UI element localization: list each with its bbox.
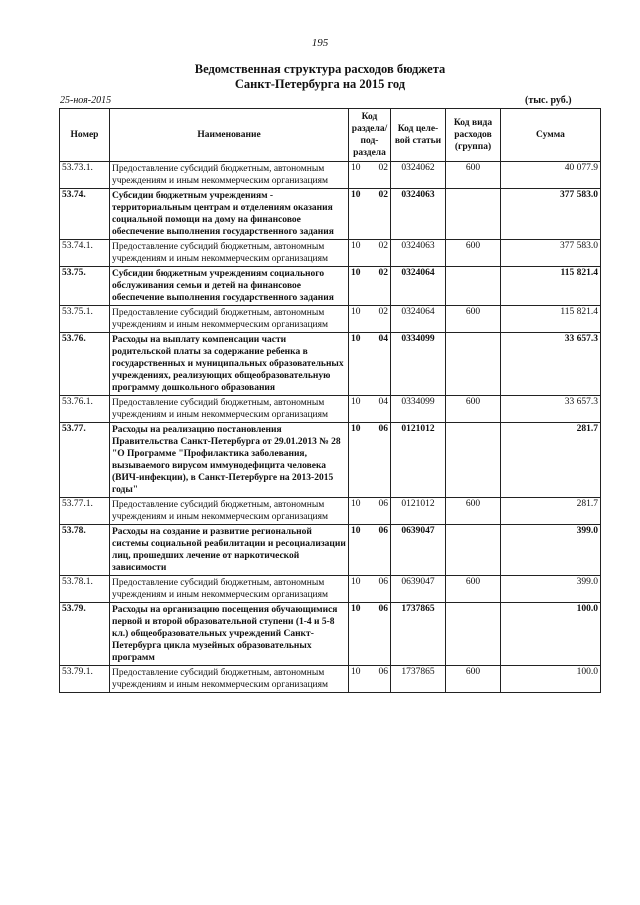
row-number: 53.76.1. [60,396,110,423]
row-number: 53.75. [60,267,110,306]
row-number: 53.77. [60,423,110,498]
row-section-code [349,240,391,267]
row-expense [446,267,501,306]
row-section: 10 [351,667,361,677]
row-expense: 600 [446,498,501,525]
row-number: 53.74. [60,189,110,240]
row-article: 0324064 [391,306,446,333]
table-row [60,333,601,396]
row-sum: 33 657.3 [501,396,601,423]
header-section: Код раздела/ под- раздела [349,109,391,162]
row-article: 0324063 [391,240,446,267]
row-name: Расходы на создание и развитие региональной системы социальной реабилитации и ресоциализации лиц, прошедших лечение от наркотической зависимости [110,525,349,576]
row-section-code [349,189,391,240]
table-row [60,498,601,525]
row-name: Предоставление субсидий бюджетным, автономным учреждениям и иным некоммерческим организациям [110,396,349,423]
row-article: 0121012 [391,423,446,498]
row-sum: 377 583.0 [501,189,601,240]
row-subsection: 02 [378,268,388,278]
row-number: 53.77.1. [60,498,110,525]
row-subsection: 04 [378,397,388,407]
budget-table [59,108,601,693]
row-sum: 40 077.9 [501,162,601,189]
header-expense: Код вида расходов (группа) [446,109,501,162]
row-sum: 115 821.4 [501,306,601,333]
row-number: 53.75.1. [60,306,110,333]
table-row [60,267,601,306]
row-section-code [349,666,391,693]
header-article: Код целе- вой статьи [391,109,446,162]
table-row [60,576,601,603]
row-subsection: 06 [378,604,388,614]
table-row [60,423,601,498]
row-name: Предоставление субсидий бюджетным, автономным учреждениям и иным некоммерческим организациям [110,576,349,603]
row-sum: 33 657.3 [501,333,601,396]
row-section: 10 [351,397,361,407]
row-section-code [349,423,391,498]
row-expense [446,603,501,666]
row-subsection: 06 [378,424,388,434]
row-section: 10 [351,307,361,317]
row-name: Расходы на реализацию постановления Правительства Санкт-Петербурга от 29.01.2013 № 28 "О Программе "Профилактика заболевания, вызываемого вирусом иммунодефицита человека (ВИЧ-инфекции), в Санкт-Петербурге на 2013-2015 годы" [110,423,349,498]
table-row [60,603,601,666]
row-name: Расходы на выплату компенсации части родительской платы за содержание ребенка в государственных и муниципальных образовательных учреждениях, реализующих общеобразовательную программу дошкольного образования [110,333,349,396]
table-row [60,396,601,423]
page-number: 195 [311,37,329,49]
row-section: 10 [351,526,361,536]
header-sum: Сумма [501,109,601,162]
row-expense [446,333,501,396]
row-subsection: 02 [378,307,388,317]
row-section: 10 [351,163,361,173]
row-article: 0324064 [391,267,446,306]
row-subsection: 04 [378,334,388,344]
row-section: 10 [351,241,361,251]
row-article: 0639047 [391,525,446,576]
table-row [60,525,601,576]
row-name: Предоставление субсидий бюджетным, автономным учреждениям и иным некоммерческим организациям [110,240,349,267]
row-sum: 100.0 [501,603,601,666]
row-article: 1737865 [391,666,446,693]
row-number: 53.79. [60,603,110,666]
row-subsection: 02 [378,163,388,173]
row-section: 10 [351,268,361,278]
table-row [60,189,601,240]
row-section-code [349,525,391,576]
row-section-code [349,333,391,396]
row-section-code [349,603,391,666]
row-number: 53.76. [60,333,110,396]
row-name: Предоставление субсидий бюджетным, автономным учреждениям и иным некоммерческим организациям [110,306,349,333]
row-section: 10 [351,190,361,200]
row-expense: 600 [446,576,501,603]
table-row [60,666,601,693]
row-subsection: 06 [378,577,388,587]
row-subsection: 02 [378,241,388,251]
row-section: 10 [351,577,361,587]
title-line-1: Ведомственная структура расходов бюджета [194,62,446,76]
document-date: 25-ноя-2015 [60,95,112,106]
row-article: 0334099 [391,333,446,396]
row-section-code [349,162,391,189]
row-expense: 600 [446,666,501,693]
row-number: 53.78. [60,525,110,576]
row-section: 10 [351,424,361,434]
row-article: 0121012 [391,498,446,525]
row-section-code [349,498,391,525]
row-article: 0324063 [391,189,446,240]
row-name: Предоставление субсидий бюджетным, автономным учреждениям и иным некоммерческим организациям [110,666,349,693]
row-section-code [349,306,391,333]
row-subsection: 06 [378,667,388,677]
row-article: 1737865 [391,603,446,666]
row-sum: 399.0 [501,525,601,576]
row-article: 0334099 [391,396,446,423]
row-section: 10 [351,499,361,509]
table-header-row [60,109,601,162]
document-title [0,62,640,92]
row-section-code [349,576,391,603]
row-name: Предоставление субсидий бюджетным, автономным учреждениям и иным некоммерческим организациям [110,498,349,525]
header-name: Наименование [110,109,349,162]
row-expense: 600 [446,240,501,267]
title-line-2: Санкт-Петербурга на 2015 год [234,77,406,91]
row-sum: 281.7 [501,498,601,525]
row-sum: 281.7 [501,423,601,498]
row-sum: 377 583.0 [501,240,601,267]
row-sum: 100.0 [501,666,601,693]
row-subsection: 06 [378,499,388,509]
row-expense [446,189,501,240]
row-expense [446,525,501,576]
row-expense [446,423,501,498]
row-name: Субсидии бюджетным учреждениям - территориальным центрам и отделениям оказания социальной помощи на дому на финансовое обеспечение выполнения государственного задания [110,189,349,240]
row-name: Субсидии бюджетным учреждениям социального обслуживания семьи и детей на финансовое обеспечение выполнения государственного задания [110,267,349,306]
row-sum: 115 821.4 [501,267,601,306]
header-number: Номер [60,109,110,162]
row-expense: 600 [446,396,501,423]
row-name: Предоставление субсидий бюджетным, автономным учреждениям и иным некоммерческим организациям [110,162,349,189]
table-row [60,240,601,267]
row-section: 10 [351,604,361,614]
table-row [60,306,601,333]
row-number: 53.78.1. [60,576,110,603]
row-subsection: 06 [378,526,388,536]
row-number: 53.79.1. [60,666,110,693]
row-number: 53.74.1. [60,240,110,267]
row-article: 0639047 [391,576,446,603]
row-sum: 399.0 [501,576,601,603]
row-number: 53.73.1. [60,162,110,189]
row-name: Расходы на организацию посещения обучающимися первой и второй образовательной ступени (1-4 и 5-8 кл.) общеобразовательных учреждений Санкт-Петербурга цикла музейных образовательных программ [110,603,349,666]
table-row [60,162,601,189]
row-section-code [349,267,391,306]
units-label: (тыс. руб.) [525,95,572,106]
row-expense: 600 [446,306,501,333]
row-section-code [349,396,391,423]
row-subsection: 02 [378,190,388,200]
row-section: 10 [351,334,361,344]
row-article: 0324062 [391,162,446,189]
row-expense: 600 [446,162,501,189]
